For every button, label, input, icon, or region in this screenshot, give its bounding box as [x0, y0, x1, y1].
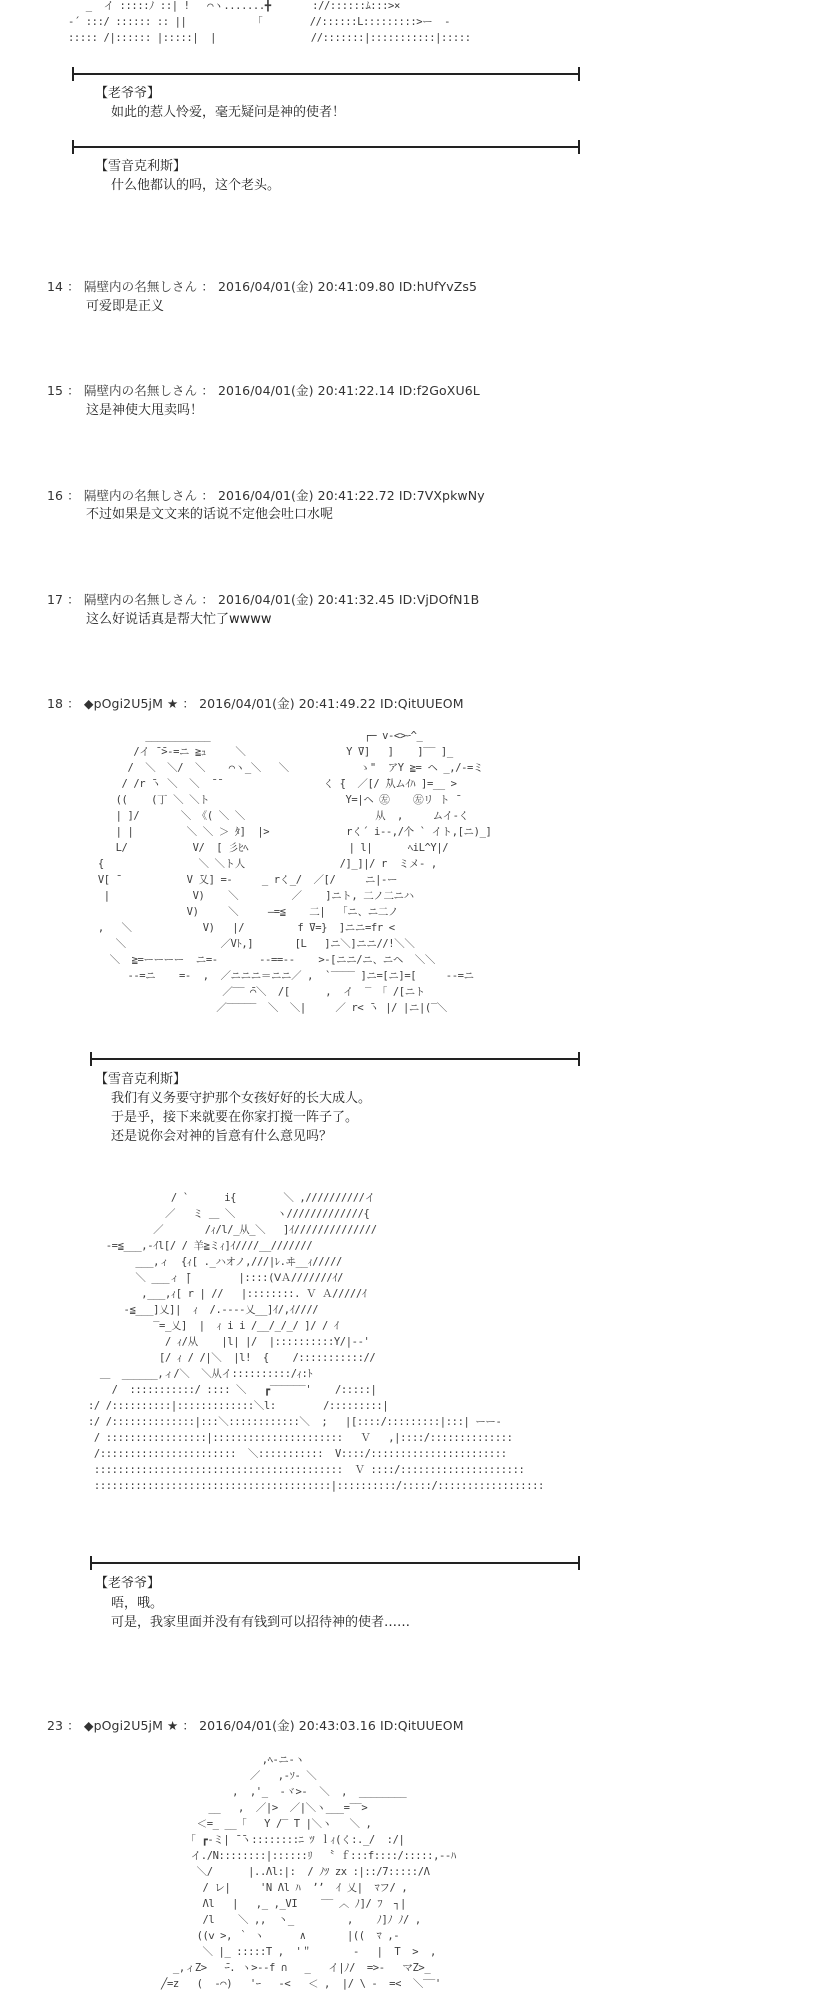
art-line: _,ィZ> ̄ｰ. ヽ>--f ∩ _ イ|ﾉ/ =>- マZ>_ [90, 1962, 431, 1974]
art-line: ／ /ｨ/l/_从_＼ ]ｲ////////////// [88, 1224, 377, 1236]
post-header: 15 ： 隔壁内の名無しさん ： 2016/04/01(金) 20:41:22.14 ID:f2GoXU6L [47, 383, 480, 398]
art-line: / ｨ/从 |l| |/ |::::::::::Y/|--' [88, 1336, 370, 1348]
art-line: | V) ＼ ／ ]ニト, 二ノ二ニハ [86, 890, 414, 902]
speaker-name: 【老爷爷】 [95, 1576, 161, 1591]
post-body: 这是神使大甩卖吗！ [86, 403, 204, 418]
art-line: :/ /::::::::::::::|:::＼::::::::::::＼ ; |[::::/:::::::::|:::| ーー- [88, 1416, 502, 1428]
dialogue-line: 可是，我家里面并没有有钱到可以招待神的使者…… [111, 1615, 411, 1630]
art-line: :/ /::::::::::|:::::::::::::＼l: /:::::::::| [88, 1400, 389, 1412]
art-line: ╱=z ( -⌒) 'ｰ -< ＜ , |/ \ ‐ =< ＼‾‾' [90, 1978, 441, 1990]
art-line: ／ ,-ｿ- ＼ [90, 1770, 317, 1782]
art-line: イ./N::::::::|::::::ﾘ 〝 ｆ:::f::::/:::::,-‐ﾊ [90, 1850, 456, 1862]
ascii-art-post18b [88, 1190, 544, 1494]
art-line: __ , ／|> ／|＼ヽ___=‾‾> [90, 1802, 368, 1814]
art-line: ‾=_乂] | ｨ i i /__/_/_/ ]/ / ｲ [88, 1320, 339, 1332]
art-line: ＜=_ __「 Y /‾ T |＼ヽ ＼ , [90, 1818, 372, 1830]
art-line: ／ ミ ＿ ＼ ヽ/////////////{ [88, 1208, 370, 1220]
dialogue-divider [90, 1556, 580, 1570]
art-line: ＼ ／Vﾄ,] [L ]ニ＼]ニニ//!＼＼ [86, 938, 415, 950]
art-line: _ イ :::::ﾉ ::| ! ⌒ヽ.......╋ ://::::::ﾑ:::>× [68, 0, 400, 12]
post-header: 18 ： ◆pOgi2U5jM ★ ： 2016/04/01(金) 20:41:49.22 ID:QitUUEOM [47, 696, 464, 711]
art-line: ／‾‾ ̄⌒＼ /[ , イ ‾ 「 /[ニト [86, 986, 425, 998]
post-header: 16 ： 隔壁内の名無しさん ： 2016/04/01(金) 20:41:22.72 ID:7VXpkwNy [47, 488, 485, 503]
ascii-art-post18 [86, 728, 491, 1016]
art-line: , ＼ V) |/ f ̄V=} ]ニニ=fr < [86, 922, 395, 934]
art-line: L/ V/ [ 彡ﾋﾍ | l| ﾍiL^Y|/ [86, 842, 449, 854]
art-line: ::::: /|:::::: |:::::| | //:::::::|:::::::::::|::::: [68, 32, 471, 44]
art-line: ＼ |_ :::::T , '＂ - | T > , [90, 1946, 436, 1958]
dialogue-line: 唔，哦。 [111, 1596, 164, 1611]
art-line: ｢ ┏‐ミ| ̄ ̄ヽ::::::::ﾆ ﾂ ｌｨ(く:._/ :/| [90, 1834, 405, 1846]
art-line: { ＼ ＼ト人 /]_]|/ r ミメ- , [86, 858, 437, 870]
art-line: ,ﾍ‐ニ-ヽ [90, 1754, 305, 1766]
art-line: :::::::::::::::::::::::::::::::::::::::::: Ｖ ::::/::::::::::::::::::::: [88, 1464, 525, 1476]
art-line: V[ ̄ V ̄乂] =- _ rく_/ ／[/ ニ|-ー [86, 874, 398, 886]
dialogue-line: 如此的惹人怜爱，毫无疑问是神的使者！ [111, 105, 346, 120]
speaker-name: 【雪音克利斯】 [95, 159, 187, 174]
art-line: ＼/ |..Λl:|: / ﾉﾂ zx :|::/7:::::/Λ [90, 1866, 430, 1878]
art-line: ＼ ≧=ーーーー ニ=- --==-- >-[ニニ/ニ、ニヘ ＼＼ [86, 954, 435, 966]
art-line: /l ＼ ,, 丶_ , ﾉ]ﾉ ﾉ/ , [90, 1914, 421, 1926]
art-line: -≦___]乂]| ｨ /.----乂__]ｲ/,ｲ//// [88, 1304, 319, 1316]
ascii-art-top [68, 0, 471, 46]
art-line: V) ＼ ―=≦ 二| 「ニ、ニ二ノ [86, 906, 399, 918]
art-line: ___,ィ {ｨ[ ._ハオノ,///|ﾚ.ヰ__ｨ///// [88, 1256, 342, 1268]
art-line: ＿ ______,ィ/＼ ＼从イ::::::::::/ｨ:ﾄ [88, 1368, 313, 1380]
art-line: [/ ｨ / /|＼ |l! { /:::::::::::// [88, 1352, 376, 1364]
post-body: 可爱即是正义 [86, 299, 165, 314]
art-line: / :::::::::::::::::|:::::::::::::::::::::: Ｖ ,|::::/:::::::::::::: [88, 1432, 513, 1444]
art-line: -=≦___,-ｲl[/ / 羊≧ミｨ]ｲ////__/////// [88, 1240, 313, 1252]
dialogue-line: 于是乎，接下来就要在你家打搅一阵子了。 [111, 1110, 359, 1125]
art-line: /::::::::::::::::::::::: ＼::::::::::: V::::/::::::::::::::::::::::: [88, 1448, 507, 1460]
art-line: | | ＼ ＼ ＞ ﾀ] |> rく´ i--,/个 ` イト,[ニ)_] [86, 826, 492, 838]
art-line: , ,'_ -ヾ>- ＼ , ________ [90, 1786, 407, 1798]
art-line: | ]/ ＼ 《( ＼ ＼ 从 , ムイ-く [86, 810, 469, 822]
art-line: / ` i{ ＼ ,//////////イ [88, 1192, 375, 1204]
art-line: Λl | ,_ ,_VI ‾‾ ︿ ﾉ]/ ﾌ ┐| [90, 1898, 406, 1910]
art-line: --=ニ =- , ／ニニニ＝ニニ／ , `‾‾‾‾ ]ニ=[ニ]=[ --=ニ [86, 970, 474, 982]
dialogue-divider [90, 1052, 580, 1066]
art-line: (( (丁 ＼ ＼ト Y=|ヘ ㊧ ㊧リ ト ̄ [86, 794, 456, 806]
dialogue-line: 还是说你会对神的旨意有什么意见吗？ [111, 1129, 333, 1144]
post-header: 23 ： ◆pOgi2U5jM ★ ： 2016/04/01(金) 20:43:03.16 ID:QitUUEOM [47, 1718, 464, 1733]
art-line: -´ :::/ :::::: :: || ｢ //::::::L:::::::::>ー - [68, 16, 451, 28]
art-line: / レ| 'N Λl ﾊ ʼʼ ｲ 乂| ﾏフ/ , [90, 1882, 408, 1894]
art-line: / ＼ ＼/ ＼ ⌒ヽ_＼ ＼ ゝ" アY ≧= ヘ _,/-=ミ [86, 762, 484, 774]
post-body: 不过如果是文文来的话说不定他会吐口水呢 [86, 507, 334, 522]
post-header: 17 ： 隔壁内の名無しさん ： 2016/04/01(金) 20:41:32.45 ID:VjDOfN1B [47, 592, 480, 607]
dialogue-line: 什么他都认的吗，这个老头。 [111, 178, 281, 193]
post-body: 这么好说话真是帮大忙了wwww [86, 612, 272, 627]
speaker-name: 【老爷爷】 [95, 86, 161, 101]
art-line: / /r ̄ヽ ＼ ＼ ̄ ̄ く ̄{ ／[/ ̄从ムｲﾊ ]=__ > [86, 778, 457, 790]
art-line: / :::::::::::/ :::: ＼ ┏‾‾‾‾‾‾' /:::::| [88, 1384, 377, 1396]
art-line: ,___,ｨ[ r | // |::::::::. Ｖ Ａ/////ｲ [88, 1288, 367, 1300]
speaker-name: 【雪音克利斯】 [95, 1072, 187, 1087]
art-line: ___________ ┌─ v-<>ｰ^_ [86, 730, 423, 742]
dialogue-divider [72, 140, 580, 154]
dialogue-divider [72, 67, 580, 81]
art-line: ＼ ___ィ ̄| |::::(ⅤＡ///////ｲ/ [88, 1272, 344, 1284]
art-line: /イ ̄ ̄>-=ニ ≧ｭ ＼ Y ̄V] ] ]‾‾ ]_ [86, 746, 453, 758]
dialogue-line: 我们有义务要守护那个女孩好好的长大成人。 [111, 1091, 372, 1106]
art-line: ::::::::::::::::::::::::::::::::::::::::|::::::::::/:::::/:::::::::::::::::: [88, 1480, 544, 1492]
post-header: 14 ： 隔壁内の名無しさん ： 2016/04/01(金) 20:41:09.80 ID:hUfYvZs5 [47, 279, 478, 294]
ascii-art-post23 [90, 1752, 456, 1992]
art-line: ／‾‾‾‾‾ ＼ ＼| ／ r< ̄ヽ |/ |ニ|(‾＼ [86, 1002, 447, 1014]
art-line: ((ⅴ >, ｀ ヽ ∧ |(( ﾏ ,- [90, 1930, 400, 1942]
